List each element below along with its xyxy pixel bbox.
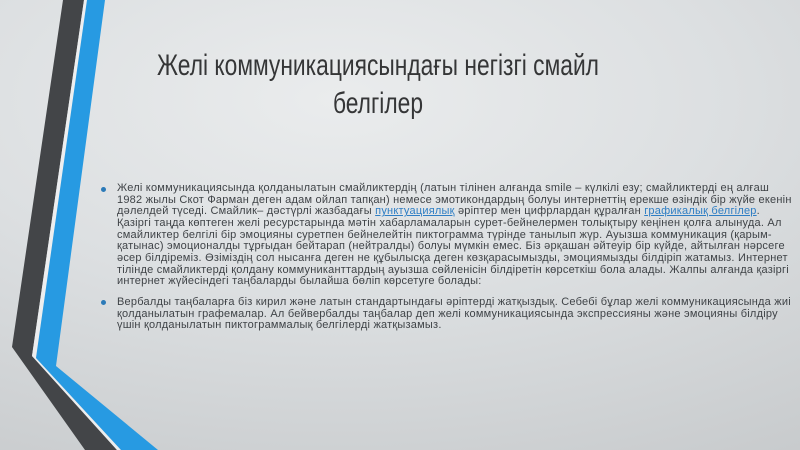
paragraph-1	[117, 183, 792, 288]
paragraph-2	[117, 297, 792, 332]
slide-title: Желі коммуникациясындағы негізгі смайл белгілер	[157, 49, 599, 120]
bullet-item-1	[101, 183, 792, 288]
paragraph-1-text: . Қазіргі таңда көптеген желі ресурстарында мәтін хабарламаларын сурет-бейнелермен толықтыру кеңінен қолға алынуда. Ал смайликтер белгілі бір эмоцияны суретпен бейнелейтін пиктограмма түрінде танылып жүр. Ауызша коммуникация (қарым-қатынас) эмоционалды тұрғыдан бейтарап (нейтралды) болуы мүмкін емес. Біз әрқашан әйтеуір бір күйде, айтылған нәрсеге әсер білдіреміз. Өзіміздің сол нысанға деген не құбылысқа деген көзқарасымызды, эмоциямызды білдіріп жатамыз. Интернет тілінде смайликтерді қолдану коммуниканттардың ауызша сөйленісін білдіретін көрсеткіш бола алады. Жалпы алғанда қазіргі интернет жүйесіндегі таңбаларды былайша бөліп көрсетуге болады:	[117, 205, 789, 288]
paragraph-2-text: Вербалды таңбаларға біз кирил және латын стандартындағы әріптерді жатқыздық. Себебі бұлар желі коммуникациясында жиі қолданылатын графемалар. Ал бейвербалды таңбалар деп желі коммуникациясында экспрессияны және эмоцияны білдіру үшін қолданылатын пиктограммалық белгілерді жатқызамыз.	[117, 295, 791, 332]
bullet-item-2	[101, 297, 792, 332]
bullet-marker-icon	[101, 300, 106, 305]
paragraph-1-text: Желі коммуникациясында қолданылатын смайликтердің (латын тілінен алғанда smile – күлкілі езу; смайликтерді ең алғаш 1982 жылы Скот Фарман деген адам ойлап тапқан) немесе эмотикондардың болуы интернеттің ерекше өзіндік бір жүйе екенін дәлелдей түседі. Смайлик– дәстүрлі жазбадағы	[117, 182, 792, 218]
paragraph-1-text: әріптер мен цифрлардан құралған	[454, 205, 645, 218]
hyperlink-punctuation[interactable]: пунктуациялық	[375, 205, 455, 218]
hyperlink-graphic-signs[interactable]: графикалық белгілер	[644, 205, 757, 218]
slide-body	[101, 183, 792, 332]
bullet-marker-icon	[101, 187, 106, 192]
